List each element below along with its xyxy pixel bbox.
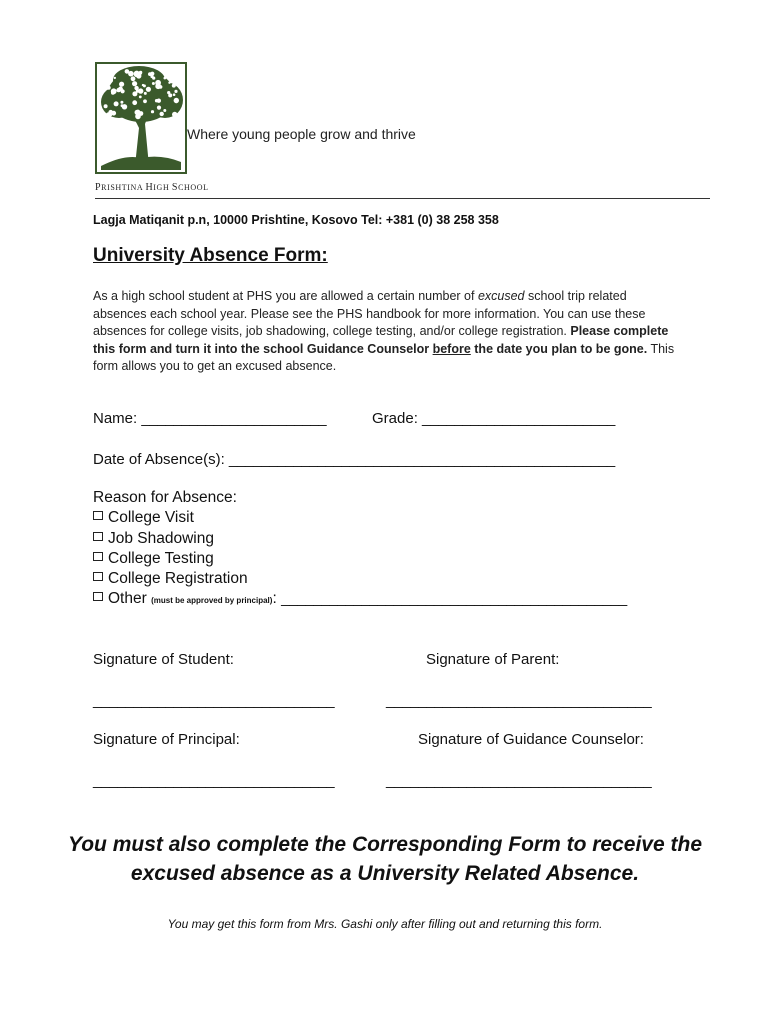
- header-divider: [95, 198, 710, 199]
- checkbox-icon[interactable]: [93, 572, 103, 581]
- parent-signature-line[interactable]: _________________________________: [386, 692, 652, 709]
- date-field[interactable]: [93, 451, 615, 468]
- date-label: Date of Absence(s):: [93, 451, 229, 468]
- reason-option-college-testing[interactable]: College Testing: [93, 549, 627, 569]
- reason-label: Reason for Absence:: [93, 489, 237, 506]
- reason-option-job-shadowing[interactable]: Job Shadowing: [93, 529, 627, 549]
- other-note: (must be approved by principal): [151, 596, 273, 606]
- name-field[interactable]: [93, 410, 326, 427]
- grade-field[interactable]: [372, 410, 615, 427]
- other-blank[interactable]: ___________________________________________: [281, 590, 627, 608]
- reason-option-college-registration[interactable]: College Registration: [93, 569, 627, 589]
- school-tagline: Where young people grow and thrive: [187, 126, 416, 142]
- school-address: Lagja Matiqanit p.n, 10000 Prishtine, Kosovo Tel: +381 (0) 38 258 358: [93, 213, 499, 227]
- checkbox-icon[interactable]: [93, 511, 103, 520]
- counselor-signature-line[interactable]: _________________________________: [386, 772, 652, 789]
- student-signature-line[interactable]: ______________________________: [93, 692, 335, 709]
- counselor-signature-label: Signature of Guidance Counselor:: [418, 731, 644, 748]
- checkbox-icon[interactable]: [93, 532, 103, 541]
- reason-option-other[interactable]: Other (must be approved by principal): ___________________________________________: [93, 589, 627, 611]
- name-label: Name:: [93, 410, 142, 427]
- grade-label: Grade:: [372, 410, 423, 427]
- corresponding-form-notice: You must also complete the Corresponding Form to receive the excused absence as a University Related Absence.: [68, 833, 702, 885]
- date-blank[interactable]: ________________________________________________: [228, 451, 615, 468]
- checkbox-icon[interactable]: [93, 552, 103, 561]
- grade-blank[interactable]: ________________________: [422, 410, 616, 427]
- reason-option-college-visit[interactable]: College Visit: [93, 508, 627, 528]
- intro-paragraph: As a high school student at PHS you are allowed a certain number of excused school trip related absences each school year. Please see the PHS handbook for more information. You can use these absences for college visits, job shadowing, college testing, and/or college registration. Please complete this form and turn it into the school Guidance Counselor before the date you plan to be gone. This form allows you to get an excused absence.: [93, 289, 675, 373]
- tree-logo-icon: [95, 62, 187, 174]
- name-blank[interactable]: _______________________: [141, 410, 327, 427]
- checkbox-icon[interactable]: [93, 592, 103, 601]
- form-title: University Absence Form:: [93, 245, 328, 266]
- student-signature-label: Signature of Student:: [93, 651, 234, 668]
- school-name: PRISHTINA HIGH SCHOOL: [95, 182, 209, 193]
- reason-section: [93, 488, 627, 612]
- principal-signature-label: Signature of Principal:: [93, 731, 240, 748]
- principal-signature-line[interactable]: ______________________________: [93, 772, 335, 789]
- footnote: You may get this form from Mrs. Gashi only after filling out and returning this form.: [167, 917, 603, 931]
- parent-signature-label: Signature of Parent:: [426, 651, 560, 668]
